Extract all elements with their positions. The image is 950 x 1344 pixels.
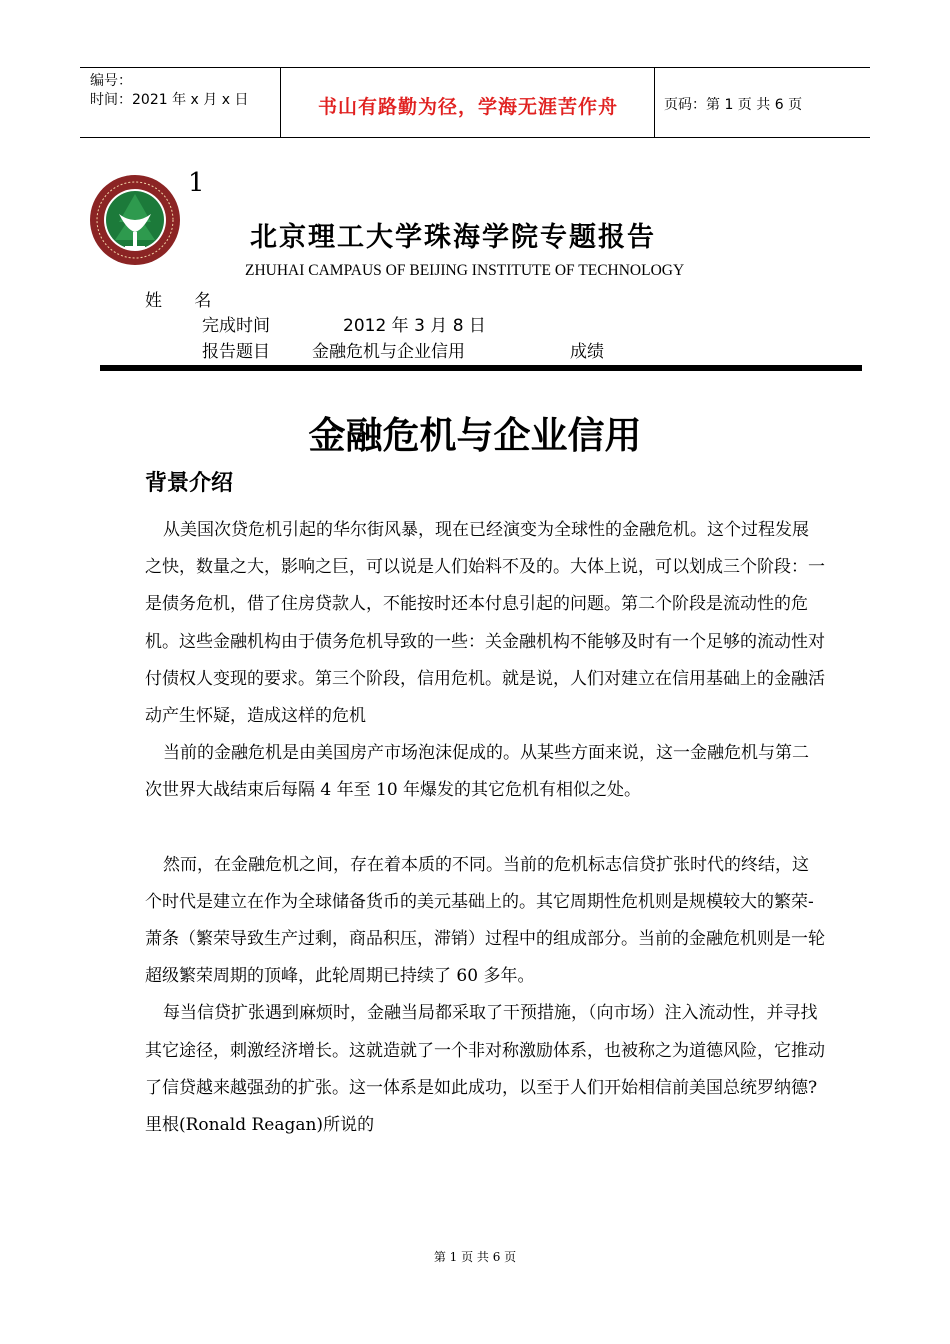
paragraph: 从美国次贷危机引起的华尔街风暴，现在已经演变为全球性的金融危机。这个过程发展之快，数量之大，影响之巨，可以说是人们始料不及的。大体上说，可以划成三个阶段：一是债务危机，借了住房贷款人，不能按时还本付息引起的问题。第二个阶段是流动性的危机。这些金融机构由于债务危机导致的一些：关金融机构不能够及时有一个足够的流动性对付债权人变现的要求。第三个阶段，信用危机。就是说，人们对建立在信用基础上的金融活动产生怀疑，造成这样的危机 [145, 520, 825, 727]
header-page-info: 页码：第 1 页 共 6 页 [664, 97, 803, 113]
page-footer: 第 1 页 共 6 页 [433, 1250, 517, 1264]
topic-label: 报告题目 [202, 342, 270, 362]
school-name: 北京理工大学珠海学院专题报告 [250, 222, 656, 253]
header-table [80, 67, 870, 138]
logo-marker: 1 [188, 168, 205, 198]
time-label: 完成时间 [202, 316, 270, 336]
header-info [90, 72, 248, 110]
section-heading: 背景介绍 [145, 471, 234, 496]
university-seal-icon [89, 174, 181, 266]
document-title: 金融危机与企业信用 [308, 414, 642, 457]
paragraph: 然而，在金融危机之间，存在着本质的不同。当前的危机标志信贷扩张时代的终结，这个时代是建立在作为全球储备货币的美元基础上的。其它周期性危机则是规模较大的繁荣-萧条（繁荣导致生产过剩，商品积压，滞销）过程中的组成部分。当前的金融危机则是一轮超级繁荣周期的顶峰，此轮周期已持续了 60 多年。 [145, 854, 825, 987]
name-label: 姓 名 [145, 291, 212, 311]
topic-value: 金融危机与企业信用 [312, 342, 465, 362]
divider-rule [100, 365, 862, 371]
date-label: 时间：2021 年 x 月 x 日 [90, 92, 249, 108]
grade-label: 成绩 [570, 342, 604, 362]
school-name-en: ZHUHAI CAMPAUS OF BEIJING INSTITUTE OF TECHNOLOGY [245, 262, 685, 279]
motto: 书山有路勤为径，学海无涯苦作舟 [317, 96, 618, 118]
document-body [145, 512, 825, 1144]
paragraph: 当前的金融危机是由美国房产市场泡沫促成的。从某些方面来说，这一金融危机与第二次世界大战结束后每隔 4 年至 10 年爆发的其它危机有相似之处。 [145, 743, 809, 801]
code-label: 编号： [90, 73, 132, 89]
time-value: 2012 年 3 月 8 日 [343, 316, 486, 336]
paragraph: 每当信贷扩张遇到麻烦时，金融当局都采取了干预措施，（向市场）注入流动性，并寻找其它途径，刺激经济增长。这就造就了一个非对称激励体系，也被称之为道德风险，它推动了信贷越来越强劲的扩张。这一体系是如此成功，以至于人们开始相信前美国总统罗纳德?里根(Ronald Reagan)所说的 [145, 1003, 825, 1136]
header-divider [654, 68, 655, 137]
header-divider [280, 68, 281, 137]
